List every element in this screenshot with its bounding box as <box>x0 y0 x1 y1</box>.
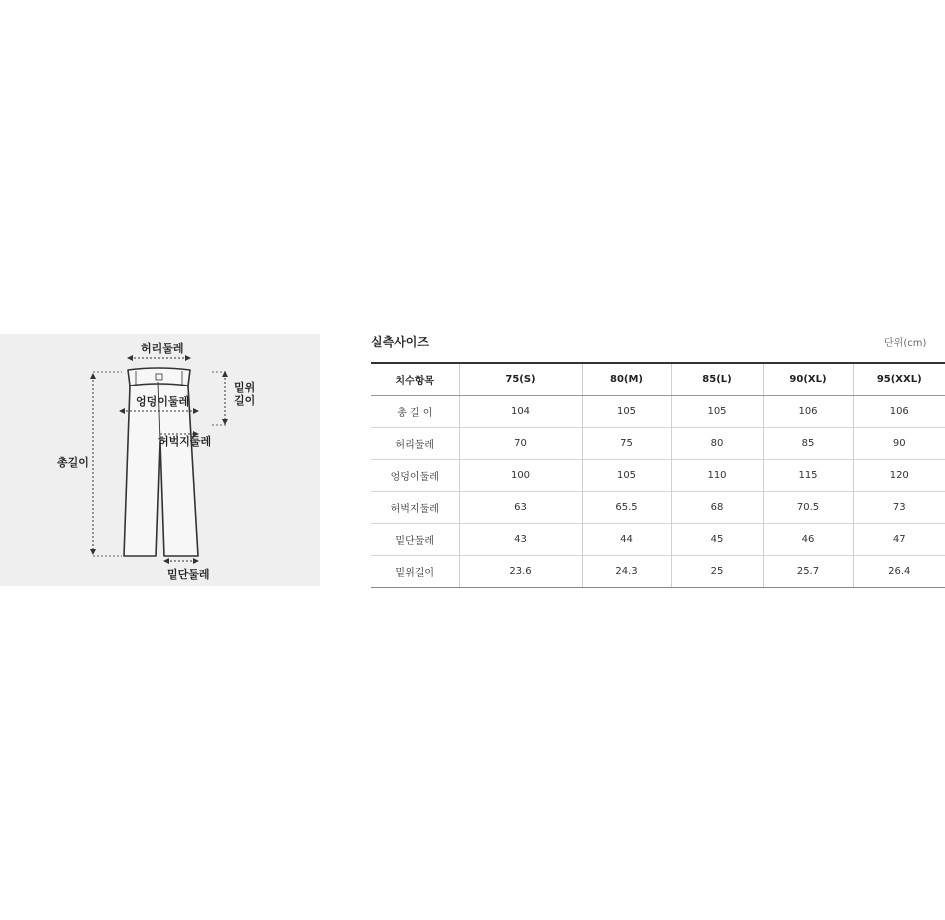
table-row <box>371 460 945 492</box>
table-cell: 90 <box>853 428 945 460</box>
table-cell: 23.6 <box>459 556 582 588</box>
table-row <box>371 428 945 460</box>
table-cell: 106 <box>853 396 945 428</box>
thigh-label: 허벅지둘레 <box>158 435 212 448</box>
pants-illustration <box>0 334 320 586</box>
size-table-header <box>371 363 945 396</box>
header-size-80: 80(M) <box>582 363 671 396</box>
table-cell: 45 <box>671 524 763 556</box>
header-size-90: 90(XL) <box>763 363 853 396</box>
table-cell: 75 <box>582 428 671 460</box>
row-label: 밑위길이 <box>371 556 459 588</box>
row-label: 밑단둘레 <box>371 524 459 556</box>
waist-arrow <box>127 355 191 361</box>
table-cell: 68 <box>671 492 763 524</box>
table-cell: 73 <box>853 492 945 524</box>
rise-label: 밑위 <box>234 381 256 394</box>
table-cell: 106 <box>763 396 853 428</box>
table-row <box>371 492 945 524</box>
hem-label: 밑단둘레 <box>167 568 210 581</box>
total-length-arrow <box>90 372 122 556</box>
table-cell: 25 <box>671 556 763 588</box>
row-label: 엉덩이둘레 <box>371 460 459 492</box>
table-row <box>371 556 945 588</box>
table-cell: 85 <box>763 428 853 460</box>
table-cell: 26.4 <box>853 556 945 588</box>
table-cell: 47 <box>853 524 945 556</box>
table-cell: 104 <box>459 396 582 428</box>
size-table-title: 실측사이즈 <box>371 335 429 349</box>
rise-label-2: 길이 <box>234 394 256 407</box>
table-cell: 105 <box>671 396 763 428</box>
table-cell: 110 <box>671 460 763 492</box>
table-cell: 70.5 <box>763 492 853 524</box>
header-item: 치수항목 <box>371 363 459 396</box>
table-row <box>371 396 945 428</box>
total-length-label: 총길이 <box>57 456 89 469</box>
table-row <box>371 524 945 556</box>
header-size-85: 85(L) <box>671 363 763 396</box>
row-label: 허벅지둘레 <box>371 492 459 524</box>
row-label: 총 길 이 <box>371 396 459 428</box>
waist-label: 허리둘레 <box>141 342 184 355</box>
size-table <box>371 362 945 588</box>
pants-diagram <box>0 334 320 586</box>
table-cell: 65.5 <box>582 492 671 524</box>
table-cell: 120 <box>853 460 945 492</box>
table-cell: 43 <box>459 524 582 556</box>
table-cell: 100 <box>459 460 582 492</box>
header-size-75: 75(S) <box>459 363 582 396</box>
row-label: 허리둘레 <box>371 428 459 460</box>
unit-note: 단위(cm) <box>884 338 927 349</box>
table-cell: 105 <box>582 396 671 428</box>
hem-arrow <box>163 558 199 564</box>
table-cell: 25.7 <box>763 556 853 588</box>
table-cell: 63 <box>459 492 582 524</box>
table-cell: 105 <box>582 460 671 492</box>
table-cell: 46 <box>763 524 853 556</box>
header-size-95: 95(XXL) <box>853 363 945 396</box>
table-cell: 24.3 <box>582 556 671 588</box>
table-cell: 70 <box>459 428 582 460</box>
hip-label: 엉덩이둘레 <box>136 395 190 408</box>
table-cell: 80 <box>671 428 763 460</box>
rise-arrow <box>212 371 228 425</box>
table-cell: 115 <box>763 460 853 492</box>
table-cell: 44 <box>582 524 671 556</box>
